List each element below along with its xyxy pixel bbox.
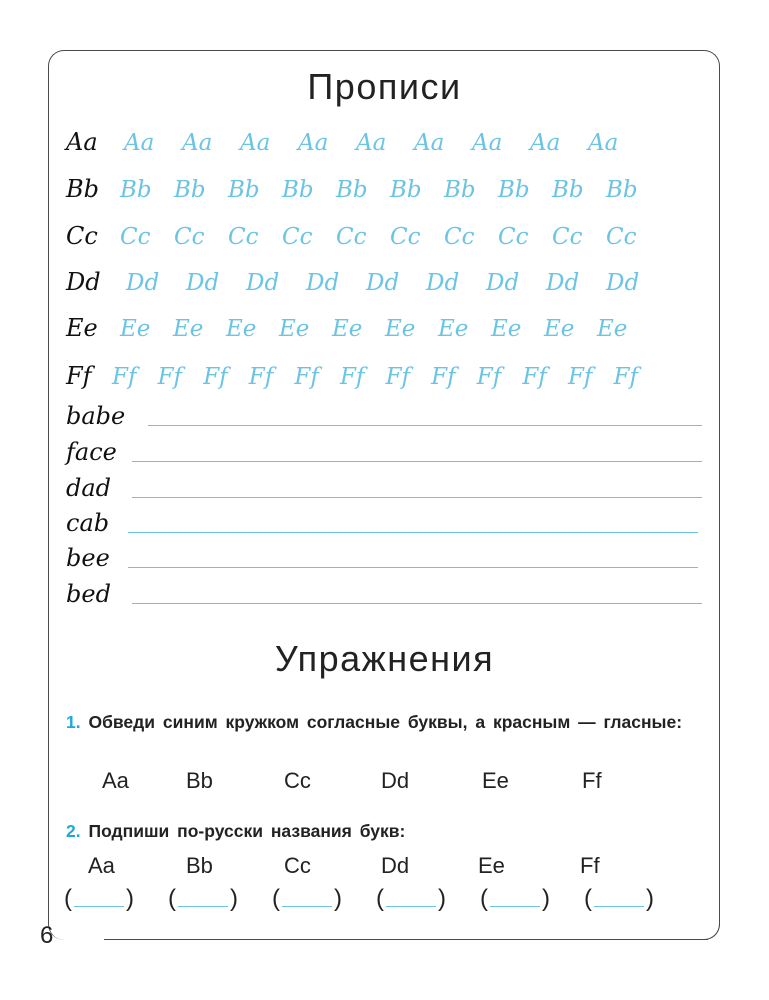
word-row <box>66 542 698 572</box>
model-letter: Dd <box>66 268 101 296</box>
trace-letters <box>112 364 659 390</box>
trace-letter: Dd <box>426 270 460 296</box>
frame-bottom-line <box>104 939 708 940</box>
open-paren: ( <box>272 885 280 912</box>
trace-letter: Dd <box>306 270 340 296</box>
trace-letter: Cc <box>282 224 313 250</box>
trace-letter: Aa <box>588 130 619 156</box>
exercise-1-text: Обведи синим кружком согласные буквы, а красным — гласные: <box>88 712 683 732</box>
trace-letter: Aa <box>240 130 271 156</box>
exercises-title: Упражнения <box>274 638 495 679</box>
trace-letter: Ff <box>339 364 365 390</box>
word-row <box>66 507 698 537</box>
letter-row <box>66 222 660 250</box>
answer-blank <box>64 883 134 913</box>
trace-letter: Ee <box>226 316 257 342</box>
trace-letter: Bb <box>120 177 152 203</box>
open-paren: ( <box>168 885 176 912</box>
answer-blank <box>272 883 342 913</box>
page-number: 6 <box>40 922 54 949</box>
trace-letter: Ee <box>332 316 363 342</box>
exercise-2-number: 2. <box>66 821 81 841</box>
trace-letter: Dd <box>246 270 280 296</box>
trace-letter: Ff <box>613 364 639 390</box>
trace-letter: Cc <box>228 224 259 250</box>
trace-letter: Aa <box>530 130 561 156</box>
writing-line[interactable] <box>132 603 702 604</box>
trace-letter: Cc <box>120 224 151 250</box>
trace-letter: Bb <box>228 177 260 203</box>
exercise-2-letters <box>0 853 769 883</box>
answer-blank <box>584 883 654 913</box>
letter-pair: Cc <box>284 853 311 878</box>
trace-letters <box>120 316 650 342</box>
close-paren: ) <box>646 885 654 912</box>
exercise-2-instruction <box>66 819 700 843</box>
letter-row <box>66 314 650 342</box>
frame-corner <box>690 910 720 940</box>
letter-pair: Bb <box>186 853 213 878</box>
trace-letter: Ff <box>476 364 502 390</box>
exercise-2-text: Подпиши по-русски названия букв: <box>88 821 406 841</box>
writing-line[interactable] <box>132 461 702 462</box>
answer-line[interactable] <box>74 906 124 907</box>
trace-letter: Dd <box>546 270 580 296</box>
trace-letter: Ff <box>431 364 456 390</box>
trace-letter: Aa <box>124 130 155 156</box>
trace-letter: Aa <box>298 130 329 156</box>
trace-letter: Aa <box>356 130 387 156</box>
open-paren: ( <box>584 885 592 912</box>
close-paren: ) <box>334 885 342 912</box>
page-title: Прописи <box>307 66 462 107</box>
letter-pair: Ff <box>580 853 600 878</box>
trace-letter: Ff <box>203 364 228 390</box>
trace-letter: Ff <box>567 364 593 390</box>
trace-letter: Bb <box>552 177 584 203</box>
writing-line[interactable] <box>128 567 698 568</box>
trace-letter: Ff <box>112 364 137 390</box>
model-word: cab <box>66 509 110 537</box>
trace-letters <box>126 270 666 296</box>
letter-pair: Aa <box>88 853 115 878</box>
trace-letter: Ee <box>385 316 416 342</box>
model-letter: Ff <box>66 362 92 390</box>
trace-letters <box>120 224 660 250</box>
trace-letter: Ee <box>597 316 628 342</box>
letter-row <box>66 175 660 203</box>
letter-pair[interactable]: Aa <box>102 768 129 793</box>
exercise-1-number: 1. <box>66 712 81 732</box>
word-row <box>66 578 702 608</box>
trace-letter: Bb <box>444 177 476 203</box>
letter-pair: Dd <box>381 853 410 878</box>
trace-letter: Cc <box>498 224 529 250</box>
close-paren: ) <box>126 885 134 912</box>
open-paren: ( <box>376 885 384 912</box>
trace-letter: Bb <box>498 177 530 203</box>
trace-letter: Bb <box>390 177 422 203</box>
trace-letter: Cc <box>606 224 637 250</box>
answer-line[interactable] <box>282 906 332 907</box>
writing-line[interactable] <box>148 425 702 426</box>
answer-line[interactable] <box>490 906 540 907</box>
exercise-1-instruction <box>66 710 700 734</box>
trace-letter: Ff <box>248 364 274 390</box>
trace-letter: Ff <box>294 364 319 390</box>
trace-letter: Cc <box>552 224 583 250</box>
model-letter: Ee <box>66 314 98 342</box>
trace-letter: Cc <box>444 224 475 250</box>
letter-row <box>66 268 666 296</box>
trace-letter: Ee <box>279 316 310 342</box>
letter-pair: Ee <box>478 853 505 878</box>
exercise-1-letters <box>0 768 769 798</box>
trace-letter: Cc <box>390 224 421 250</box>
writing-line[interactable] <box>128 532 698 533</box>
model-letter: Aa <box>66 128 98 156</box>
trace-letters <box>120 177 660 203</box>
close-paren: ) <box>230 885 238 912</box>
trace-letter: Dd <box>606 270 640 296</box>
open-paren: ( <box>480 885 488 912</box>
writing-line[interactable] <box>132 497 702 498</box>
trace-letter: Ee <box>491 316 522 342</box>
model-word: dad <box>66 474 112 502</box>
letter-pair[interactable]: Cc <box>284 768 311 793</box>
word-row <box>66 436 702 466</box>
trace-letter: Bb <box>282 177 314 203</box>
letter-pair[interactable]: Ff <box>582 768 602 793</box>
close-paren: ) <box>438 885 446 912</box>
model-word: babe <box>66 402 126 430</box>
model-word: face <box>66 438 117 466</box>
letter-pair[interactable]: Bb <box>186 768 213 793</box>
trace-letter: Ee <box>120 316 151 342</box>
answer-line[interactable] <box>386 906 436 907</box>
trace-letter: Dd <box>366 270 400 296</box>
letter-row <box>66 128 646 156</box>
trace-letter: Bb <box>174 177 206 203</box>
trace-letter: Dd <box>486 270 520 296</box>
answer-line[interactable] <box>594 906 644 907</box>
trace-letter: Ee <box>173 316 204 342</box>
trace-letter: Ff <box>522 364 547 390</box>
trace-letter: Dd <box>126 270 160 296</box>
trace-letter: Aa <box>182 130 213 156</box>
model-word: bed <box>66 580 111 608</box>
trace-letter: Aa <box>472 130 503 156</box>
open-paren: ( <box>64 885 72 912</box>
answer-blank <box>376 883 446 913</box>
letter-row <box>66 362 659 390</box>
trace-letter: Dd <box>186 270 220 296</box>
answer-blank <box>168 883 238 913</box>
close-paren: ) <box>542 885 550 912</box>
word-row <box>66 472 702 502</box>
answer-line[interactable] <box>178 906 228 907</box>
trace-letter: Ee <box>544 316 575 342</box>
trace-letter: Cc <box>336 224 367 250</box>
trace-letter: Ff <box>385 364 411 390</box>
trace-letter: Bb <box>606 177 638 203</box>
letter-pair[interactable]: Dd <box>381 768 410 793</box>
trace-letter: Ee <box>438 316 469 342</box>
model-letter: Bb <box>66 175 99 203</box>
model-letter: Cc <box>66 222 98 250</box>
letter-pair[interactable]: Ee <box>482 768 509 793</box>
trace-letter: Ff <box>157 364 183 390</box>
trace-letter: Bb <box>336 177 368 203</box>
answer-blank <box>480 883 550 913</box>
trace-letter: Aa <box>414 130 445 156</box>
model-word: bee <box>66 544 110 572</box>
trace-letters <box>124 130 646 156</box>
exercise-2-answer-blanks <box>64 883 688 913</box>
word-row <box>66 400 702 430</box>
trace-letter: Cc <box>174 224 205 250</box>
